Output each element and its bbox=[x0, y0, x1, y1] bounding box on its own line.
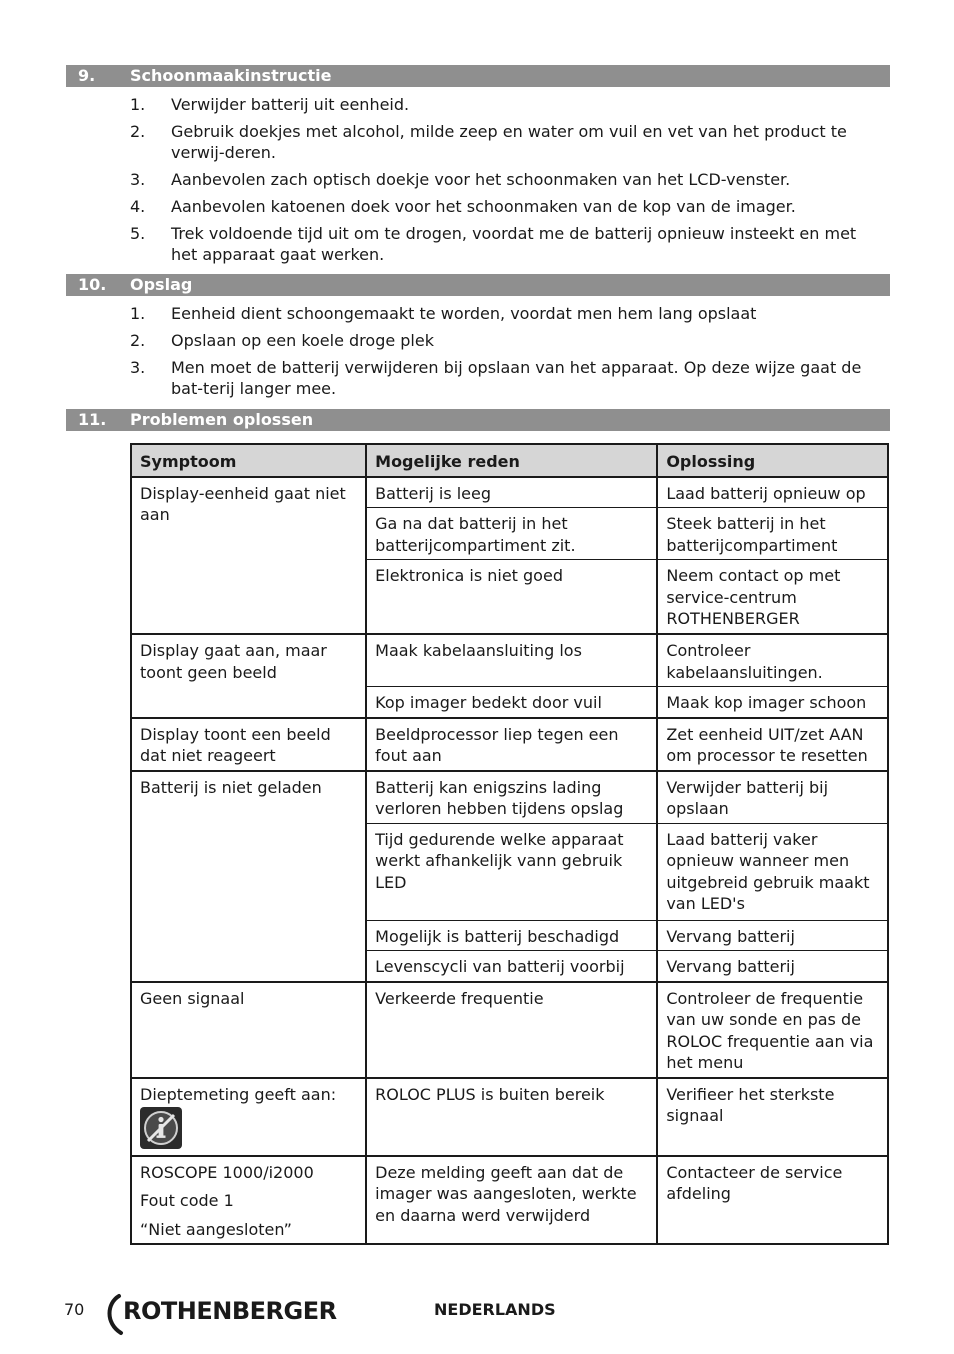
list-text: Aanbevolen zach optisch doekje voor het schoonmaken van het LCD-venster. bbox=[171, 170, 791, 189]
reason-cell: Kop imager bedekt door vuil bbox=[366, 687, 657, 718]
solution-cell: Verifieer het sterkste signaal bbox=[657, 1078, 888, 1156]
list-text: Gebruik doekjes met alcohol, milde zeep en water om vuil en vet van het product te verwij-deren. bbox=[171, 122, 847, 162]
section-title: Problemen oplossen bbox=[130, 410, 314, 429]
header-solution: Oplossing bbox=[657, 444, 888, 477]
section-title: Schoonmaakinstructie bbox=[130, 66, 332, 85]
list-number: 2. bbox=[130, 122, 146, 141]
list-number: 5. bbox=[130, 224, 146, 243]
solution-cell: Controleer de frequentie van uw sonde en pas de ROLOC frequentie aan via het menu bbox=[657, 982, 888, 1078]
symptom-cell: Batterij is niet geladen bbox=[131, 771, 366, 982]
list-number: 1. bbox=[130, 304, 146, 323]
brand-name: ROTHENBERGER bbox=[123, 1297, 337, 1325]
symptom-cell: Display gaat aan, maar toont geen beeld bbox=[131, 634, 366, 718]
table-row bbox=[131, 1078, 888, 1156]
list-number: 1. bbox=[130, 95, 146, 114]
section-title: Opslag bbox=[130, 275, 193, 294]
symptom-cell: Geen signaal bbox=[131, 982, 366, 1078]
table-row bbox=[131, 718, 888, 771]
reason-cell: Elektronica is niet goed bbox=[366, 560, 657, 635]
reason-cell: ROLOC PLUS is buiten bereik bbox=[366, 1078, 657, 1156]
solution-cell: Steek batterij in het batterijcompartiment bbox=[657, 508, 888, 560]
list-number: 3. bbox=[130, 170, 146, 189]
solution-cell: Vervang batterij bbox=[657, 951, 888, 982]
reason-cell: Tijd gedurende welke apparaat werkt afhankelijk vann gebruik LED bbox=[366, 823, 657, 920]
list-text: Verwijder batterij uit eenheid. bbox=[171, 95, 410, 114]
reason-cell: Maak kabelaansluiting los bbox=[366, 634, 657, 687]
solution-cell: Laad batterij vaker opnieuw wanneer men uitgebreid gebruik maakt van LED's bbox=[657, 823, 888, 920]
section-number: 10. bbox=[78, 275, 107, 294]
symptom-line: ROSCOPE 1000/i2000 bbox=[140, 1162, 314, 1182]
symptom-line: “Niet aangesloten” bbox=[140, 1219, 292, 1239]
list-text: Aanbevolen katoenen doek voor het schoonmaken van de kop van de imager. bbox=[171, 197, 796, 216]
solution-cell: Laad batterij opnieuw op bbox=[657, 477, 888, 508]
reason-cell: Beeldprocessor liep tegen een fout aan bbox=[366, 718, 657, 771]
reason-cell: Deze melding geeft aan dat de imager was aangesloten, werkte en daarna werd verwijderd bbox=[366, 1156, 657, 1245]
table-row bbox=[131, 477, 888, 508]
reason-cell: Verkeerde frequentie bbox=[366, 982, 657, 1078]
reason-cell: Mogelijk is batterij beschadigd bbox=[366, 920, 657, 951]
section-number: 11. bbox=[78, 410, 107, 429]
section-header-troubleshooting bbox=[66, 409, 890, 431]
section-number: 9. bbox=[78, 66, 96, 85]
table-header-row bbox=[131, 444, 888, 477]
reason-cell: Batterij is leeg bbox=[366, 477, 657, 508]
table-row bbox=[131, 771, 888, 824]
solution-cell: Maak kop imager schoon bbox=[657, 687, 888, 718]
solution-cell: Contacteer de service afdeling bbox=[657, 1156, 888, 1245]
solution-cell: Zet eenheid UIT/zet AAN om processor te resetten bbox=[657, 718, 888, 771]
info-disabled-icon bbox=[140, 1107, 182, 1149]
table-row bbox=[131, 1156, 888, 1245]
list-text: Opslaan op een koele droge plek bbox=[171, 331, 434, 350]
list-number: 3. bbox=[130, 358, 146, 377]
page-number: 70 bbox=[64, 1300, 85, 1319]
symptom-cell: Display toont een beeld dat niet reageert bbox=[131, 718, 366, 771]
header-symptom: Symptoom bbox=[131, 444, 366, 477]
section-header-storage bbox=[66, 274, 890, 296]
symptom-cell bbox=[131, 1078, 366, 1156]
solution-cell: Controleer kabelaansluitingen. bbox=[657, 634, 888, 687]
header-reason: Mogelijke reden bbox=[366, 444, 657, 477]
list-text: Men moet de batterij verwijderen bij opslaan van het apparaat. Op deze wijze gaat de bat-terij langer mee. bbox=[171, 358, 862, 398]
symptom-cell bbox=[131, 1156, 366, 1245]
reason-cell: Batterij kan enigszins lading verloren hebben tijdens opslag bbox=[366, 771, 657, 824]
list-number: 2. bbox=[130, 331, 146, 350]
reason-cell: Levenscycli van batterij voorbij bbox=[366, 951, 657, 982]
reason-cell: Ga na dat batterij in het batterijcompartiment zit. bbox=[366, 508, 657, 560]
solution-cell: Vervang batterij bbox=[657, 920, 888, 951]
list-text: Trek voldoende tijd uit om te drogen, voordat me de batterij opnieuw insteekt en met het apparaat gaat werken. bbox=[171, 224, 857, 264]
language-label: NEDERLANDS bbox=[434, 1300, 556, 1319]
symptom-text: Dieptemeting geeft aan: bbox=[140, 1084, 337, 1104]
table-row bbox=[131, 634, 888, 687]
troubleshooting-table bbox=[130, 443, 889, 1245]
section-header-cleaning bbox=[66, 65, 890, 87]
brand-logo bbox=[103, 1293, 353, 1337]
symptom-cell: Display-eenheid gaat niet aan bbox=[131, 477, 366, 635]
solution-cell: Neem contact op met service-centrum ROTHENBERGER bbox=[657, 560, 888, 635]
solution-cell: Verwijder batterij bij opslaan bbox=[657, 771, 888, 824]
list-text: Eenheid dient schoongemaakt te worden, voordat men hem lang opslaat bbox=[171, 304, 757, 323]
table-row bbox=[131, 982, 888, 1078]
symptom-line: Fout code 1 bbox=[140, 1191, 234, 1210]
list-number: 4. bbox=[130, 197, 146, 216]
